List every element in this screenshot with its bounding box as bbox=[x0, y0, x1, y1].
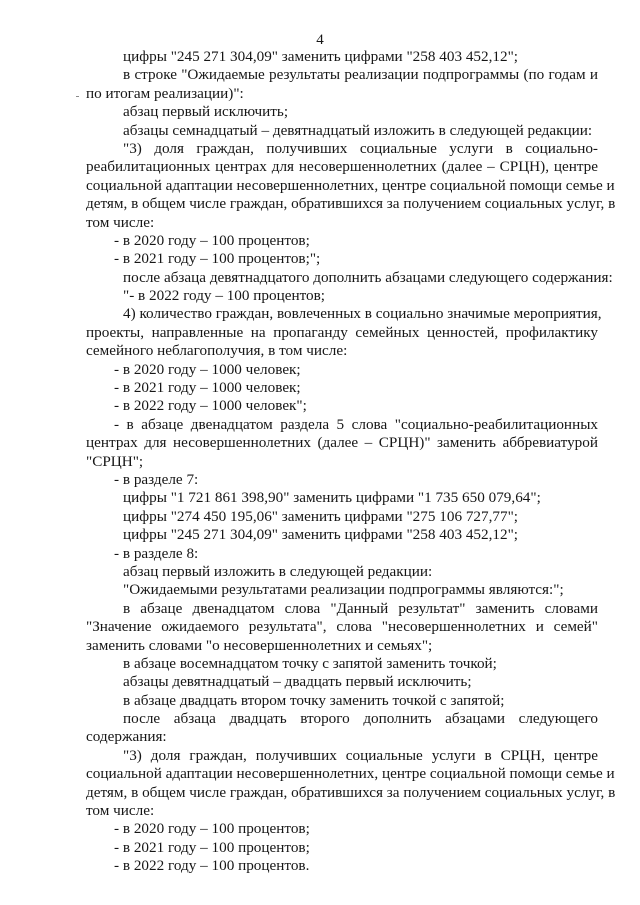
text-line: заменить словами "о несовершеннолетних и семьях"; bbox=[86, 636, 433, 654]
text-line: том числе: bbox=[86, 802, 155, 820]
text-line: - в 2021 году – 1000 человек; bbox=[114, 379, 301, 397]
text-line: абзацы семнадцатый – девятнадцатый изложить в следующей редакции: bbox=[123, 121, 593, 139]
text-line: социальной адаптации несовершеннолетних, центре социальной помощи семье и bbox=[86, 765, 615, 783]
text-line: детям, в общем числе граждан, обратившихся за получением социальных услуг, в bbox=[86, 195, 616, 213]
text-line: детям, в общем числе граждан, обратившихся за получением социальных услуг, в bbox=[86, 783, 616, 801]
page-number: 4 bbox=[316, 32, 324, 48]
text-line: цифры "1 721 861 398,90" заменить цифрами "1 735 650 079,64"; bbox=[123, 489, 541, 507]
text-line: - в разделе 8: bbox=[114, 544, 199, 562]
text-line: 4) количество граждан, вовлеченных в социально значимые мероприятия, bbox=[123, 305, 602, 323]
text-line: семейного неблагополучия, в том числе: bbox=[86, 342, 348, 360]
text-line: в строке "Ожидаемые результаты реализации подпрограммы (по годам и bbox=[123, 66, 598, 84]
text-line: абзац первый изложить в следующей редакции: bbox=[123, 562, 433, 580]
text-line: цифры "245 271 304,09" заменить цифрами "258 403 452,12"; bbox=[123, 526, 519, 544]
text-line: содержания: bbox=[86, 728, 167, 746]
text-line: - в 2020 году – 100 процентов; bbox=[114, 820, 310, 838]
text-line: после абзаца девятнадцатого дополнить абзацами следующего содержания: bbox=[123, 268, 613, 286]
scan-artifact-mark bbox=[76, 96, 79, 97]
text-line: - в 2021 году – 100 процентов; bbox=[114, 838, 310, 856]
text-line: - в 2021 году – 100 процентов;"; bbox=[114, 250, 321, 268]
text-line: по итогам реализации)": bbox=[86, 84, 244, 102]
text-line: проекты, направленные на пропаганду семейных ценностей, профилактику bbox=[86, 323, 598, 341]
text-line: цифры "245 271 304,09" заменить цифрами "258 403 452,12"; bbox=[123, 48, 519, 65]
text-line: центрах для несовершеннолетних (далее – СРЦН)" заменить аббревиатурой bbox=[86, 434, 598, 452]
text-line: том числе: bbox=[86, 213, 155, 231]
text-line: "Значение ожидаемого результата", слова "несовершеннолетних и семей" bbox=[86, 618, 598, 636]
text-line: - в 2020 году – 1000 человек; bbox=[114, 360, 301, 378]
text-line: цифры "274 450 195,06" заменить цифрами "275 106 727,77"; bbox=[123, 507, 519, 525]
document-body bbox=[86, 48, 616, 876]
text-line: "СРЦН"; bbox=[86, 452, 144, 470]
text-line: в абзаце двенадцатом слова "Данный результат" заменить словами bbox=[123, 599, 598, 617]
text-line: абзацы девятнадцатый – двадцать первый исключить; bbox=[123, 673, 472, 691]
text-line: "Ожидаемыми результатами реализации подпрограммы являются:"; bbox=[123, 581, 564, 599]
text-line: абзац первый исключить; bbox=[123, 103, 289, 121]
text-line: реабилитационных центрах для несовершеннолетних (далее – СРЦН), центре bbox=[86, 158, 598, 176]
text-line: "3) доля граждан, получивших социальные услуги в социально- bbox=[123, 139, 598, 157]
text-line: в абзаце восемнадцатом точку с запятой заменить точкой; bbox=[123, 654, 497, 672]
text-line: - в 2020 году – 100 процентов; bbox=[114, 231, 310, 249]
text-line: - в 2022 году – 100 процентов. bbox=[114, 857, 310, 875]
text-line: - в 2022 году – 1000 человек"; bbox=[114, 397, 307, 415]
text-line: в абзаце двадцать втором точку заменить точкой с запятой; bbox=[123, 691, 505, 709]
text-line: после абзаца двадцать второго дополнить абзацами следующего bbox=[123, 710, 598, 728]
text-line: - в абзаце двенадцатом раздела 5 слова "социально-реабилитационных bbox=[114, 415, 598, 433]
text-line: "- в 2022 году – 100 процентов; bbox=[123, 287, 326, 305]
text-line: социальной адаптации несовершеннолетних, центре социальной помощи семье и bbox=[86, 176, 615, 194]
text-line: - в разделе 7: bbox=[114, 470, 199, 488]
text-line: "3) доля граждан, получивших социальные услуги в СРЦН, центре bbox=[123, 746, 598, 764]
